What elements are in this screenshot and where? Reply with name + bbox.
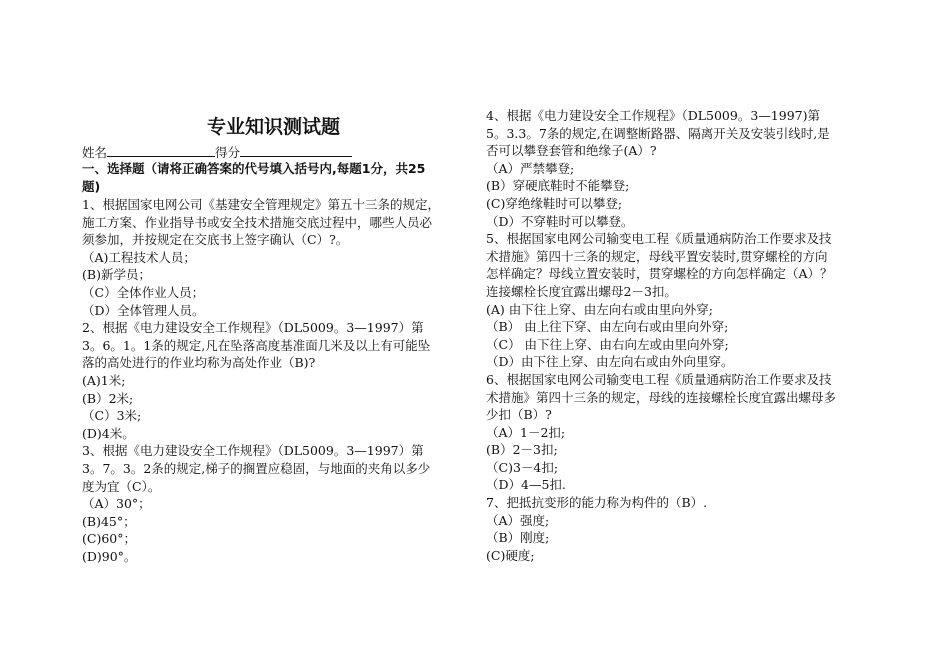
section-heading-line: 题) xyxy=(82,178,101,194)
question-text-line: 6、根据国家电网公司输变电工程《质量通病防治工作要求及技 xyxy=(486,371,832,387)
question-text-line: 须参加，并按规定在交底书上签字确认（C）?。 xyxy=(82,232,349,248)
question-text-line: （D）由下往上穿、由左向右或由外向里穿。 xyxy=(486,354,734,370)
left-question-column xyxy=(82,196,465,565)
question-text-line: (B)45°； xyxy=(82,513,136,529)
question-text-line: 施工方案、作业指导书或安全技术措施交底过程中，哪些人员必 xyxy=(82,214,433,230)
question-text-line: （C）3米; xyxy=(82,408,142,424)
question-text-line: (B)新学员； xyxy=(82,267,151,283)
name-label: 姓名 xyxy=(82,145,108,160)
question-text-line: （A）严禁攀登; xyxy=(486,160,575,176)
question-text-line: （C）全体作业人员； xyxy=(82,284,205,300)
question-text-line: （A)工程技术人员； xyxy=(82,249,196,265)
question-text-line: （A）1－2扣; xyxy=(486,424,566,440)
question-text-line: （B） 由上往下穿、由左向右或由里向外穿; xyxy=(486,319,729,335)
question-text-line: 少扣（B）? xyxy=(486,407,552,423)
question-text-line: (C)硬度; xyxy=(486,547,535,563)
question-text-line: (C)穿绝缘鞋时可以攀登; xyxy=(486,195,623,211)
question-text-line: （A）30°； xyxy=(82,496,151,512)
question-text-line: 度为宜（C）。 xyxy=(82,478,161,494)
score-label: 得分 xyxy=(215,145,241,160)
section-heading xyxy=(82,160,465,195)
question-text-line: 7、把抵抗变形的能力称为构件的（B）. xyxy=(486,495,708,511)
question-text-line: （D）4—5扣. xyxy=(486,477,566,493)
question-text-line: （C） 由下往上穿、由右向左或由里向外穿; xyxy=(486,336,729,352)
name-score-row xyxy=(82,143,352,161)
question-text-line: 4、根据《电力建设安全工作规程》（DL5009。3—1997)第 xyxy=(486,108,820,123)
question-text-line: 1、根据国家电网公司《基建安全管理规定》第五十三条的规定， xyxy=(82,197,440,212)
question-text-line: (D)90°。 xyxy=(82,548,137,564)
question-text-line: (B）2米; xyxy=(82,390,134,406)
question-text-line: (C)60°； xyxy=(82,531,136,547)
question-text-line: (A) 由下往上穿、由左向右或由里向外穿; xyxy=(486,301,713,317)
question-text-line: （D）全体管理人员。 xyxy=(82,302,205,318)
question-text-line: 术措施》第四十三条的规定，母线平置安装时,贯穿螺栓的方向 xyxy=(486,248,828,264)
question-text-line: （B）刚度; xyxy=(486,530,550,546)
question-text-line: 术措施》第四十三条的规定，母线的连接螺栓长度宜露出螺母多 xyxy=(486,389,837,405)
page-title: 专业知识测试题 xyxy=(206,116,340,138)
question-text-line: 3、根据《电力建设安全工作规程》（DL5009。3—1997）第 xyxy=(82,443,424,459)
question-text-line: (A)1米; xyxy=(82,372,126,388)
question-text-line: 3。7。3。2条的规定,梯子的搁置应稳固，与地面的夹角以多少 xyxy=(82,460,431,476)
question-text-line: (B）穿硬底鞋时不能攀登; xyxy=(486,178,630,194)
question-text-line: (B）2－3扣; xyxy=(486,442,558,458)
name-blank-field[interactable] xyxy=(107,144,215,157)
question-text-line: （A）强度; xyxy=(486,512,550,528)
question-text-line: 2、根据《电力建设安全工作规程》（DL5009。3—1997）第 xyxy=(82,320,424,336)
question-text-line: 5、根据国家电网公司输变电工程《质量通病防治工作要求及技 xyxy=(486,231,832,247)
question-text-line: （C)3－4扣; xyxy=(486,459,559,475)
question-text-line: (D)4米。 xyxy=(82,425,135,441)
score-blank-field[interactable] xyxy=(240,144,352,157)
question-text-line: 否可以攀登套管和绝缘子(A）? xyxy=(486,143,657,159)
question-text-line: 5。3.3。7条的规定,在调整断路器、隔离开关及安装引线时,是 xyxy=(486,125,830,141)
question-text-line: 怎样确定？母线立置安装时，贯穿螺栓的方向怎样确定（A）？ xyxy=(486,266,833,282)
section-heading-line: 一、选择题（请将正确答案的代号填入括号内,每题1分，共25 xyxy=(82,161,426,176)
question-text-line: 连接螺栓长度宜露出螺母2－3扣。 xyxy=(486,283,677,299)
question-text-line: 3。6。1。1条的规定,凡在坠落高度基准面几米及以上有可能坠 xyxy=(82,337,431,353)
right-question-column xyxy=(486,107,870,564)
question-text-line: （D）不穿鞋时可以攀登。 xyxy=(486,213,634,229)
question-text-line: 落的高处进行的作业均称为高处作业（B)? xyxy=(82,355,316,371)
